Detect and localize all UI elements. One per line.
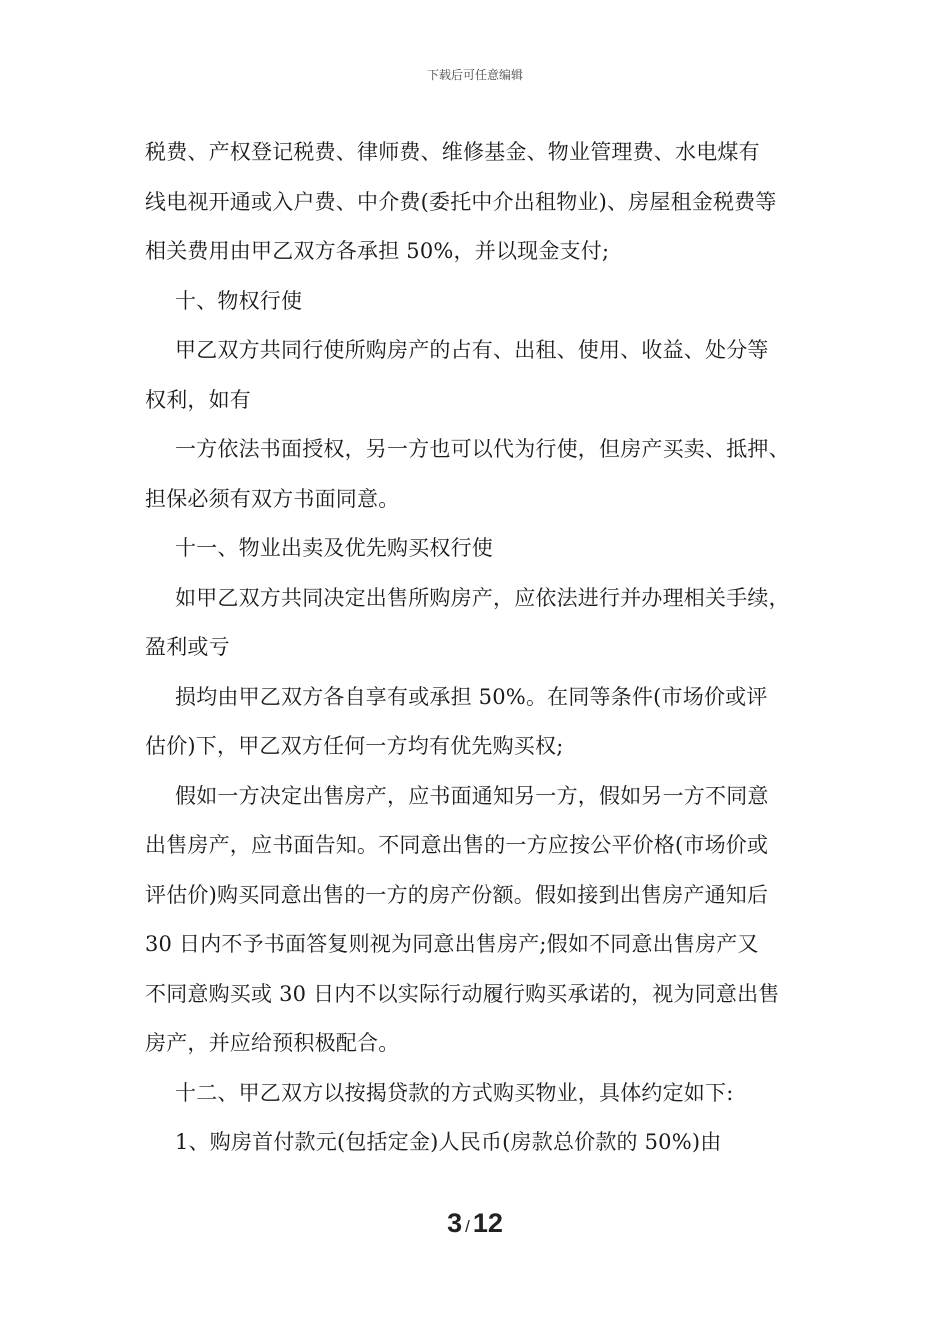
document-body [145,128,825,1168]
section-heading-10: 十、物权行使 [175,288,303,313]
text-line: 估价)下，甲乙双方任何一方均有优先购买权; [145,734,564,758]
section-heading-12: 十二、甲乙双方以按揭贷款的方式购买物业，具体约定如下: [175,1080,734,1105]
text-line: 担保必须有双方书面同意。 [145,486,400,511]
text-line: 一方依法书面授权，另一方也可以代为行使，但房产买卖、抵押、 [175,437,790,461]
text-line: 如甲乙双方共同决定出售所购房产，应依法进行并办理相关手续， [175,585,790,610]
page-separator: / [465,1217,470,1236]
text-line: 评估价)购买同意出售的一方的房产份额。假如接到出售房产通知后 [145,882,769,907]
text-line: 假如一方决定出售房产，应书面通知另一方，假如另一方不同意 [175,783,769,808]
text-line: 出售房产，应书面告知。不同意出售的一方应按公平价格(市场价或 [145,833,769,857]
text-line: 损均由甲乙双方各自享有或承担 50%。在同等条件(市场价或评 [175,684,768,709]
text-line: 甲乙双方共同行使所购房产的占有、出租、使用、收益、处分等 [175,338,769,362]
current-page-number: 3 [447,1208,463,1238]
page-number [0,1208,950,1239]
text-line: 不同意购买或 30 日内不以实际行动履行购买承诺的，视为同意出售 [145,981,780,1006]
page-header: 下载后可任意编辑 [426,68,523,82]
text-line: 1、购房首付款元(包括定金)人民币(房款总价款的 50%)由 [175,1130,722,1154]
text-line: 相关费用由甲乙双方各承担 50%，并以现金支付; [145,239,610,263]
section-heading-11: 十一、物业出卖及优先购买权行使 [175,536,493,560]
text-line: 权利，如有 [145,387,251,412]
text-line: 30 日内不予书面答复则视为同意出售房产;假如不同意出售房产又 [145,932,759,956]
text-line: 税费、产权登记税费、律师费、维修基金、物业管理费、水电煤有 [145,140,760,164]
total-pages-number: 12 [472,1208,503,1238]
text-line: 线电视开通或入户费、中介费(委托中介出租物业)、房屋租金税费等 [145,189,777,214]
text-line: 房产，并应给预积极配合。 [145,1031,400,1055]
text-line: 盈利或亏 [145,635,230,659]
